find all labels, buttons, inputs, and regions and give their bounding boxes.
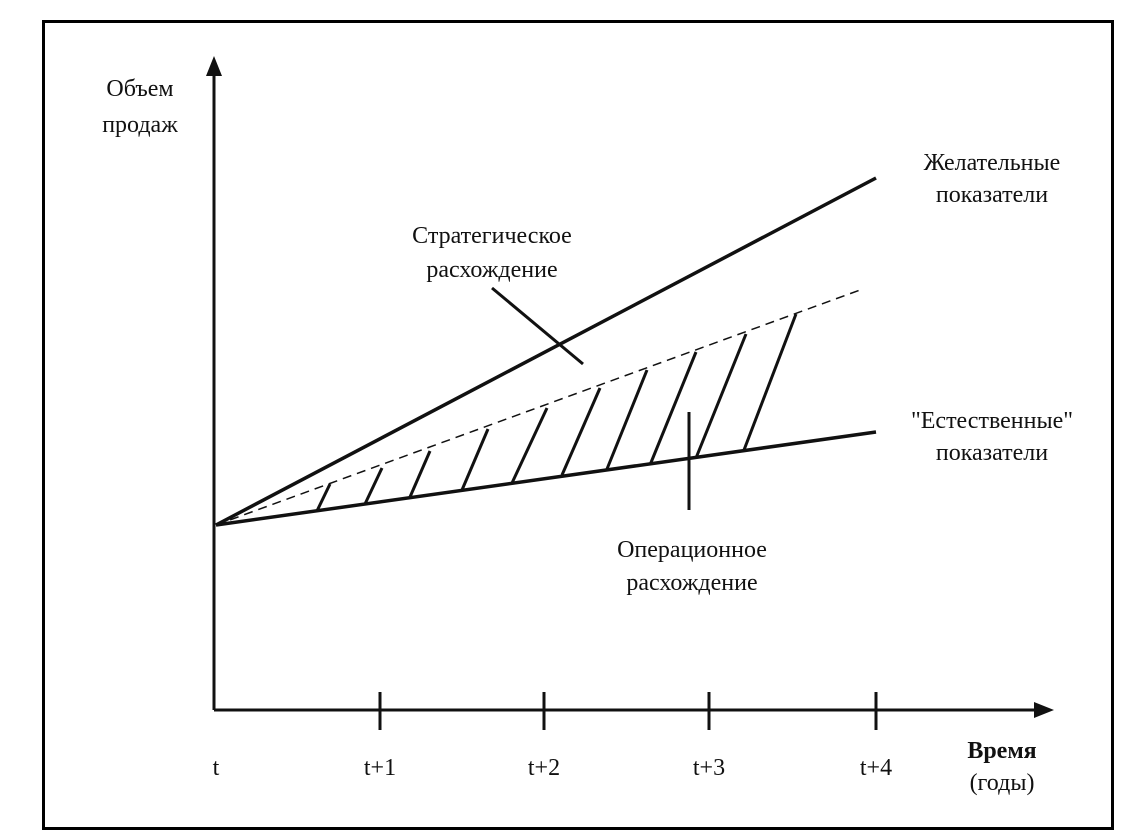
x-axis-unit-label: (годы) <box>969 770 1035 796</box>
operational-gap-hatching <box>316 314 796 513</box>
natural-indicators-label-line1: "Естественные" <box>910 408 1074 434</box>
y-axis-label-line1: Объем <box>106 76 174 102</box>
desired-indicators-label-line1: Желательные <box>923 150 1061 176</box>
y-axis-label-line2: продаж <box>102 112 178 138</box>
tick-label-t1: t+1 <box>363 755 397 781</box>
natural-indicators-line <box>216 432 876 525</box>
tick-label-t: t <box>212 755 220 781</box>
desired-indicators-label-line2: показатели <box>935 182 1049 208</box>
strategic-gap-pointer <box>492 288 583 364</box>
strategic-gap-label-line1: Стратегическое <box>412 223 572 249</box>
tick-label-t2: t+2 <box>527 755 561 781</box>
natural-indicators-label-line2: показатели <box>935 440 1049 466</box>
x-axis-arrow <box>1034 702 1054 718</box>
x-axis <box>214 702 1054 718</box>
hatch-line <box>365 468 382 504</box>
hatch-line <box>607 370 647 469</box>
strategic-gap-label-line2: расхождение <box>426 257 558 283</box>
hatch-line <box>744 314 796 450</box>
hatch-line <box>462 429 488 490</box>
tick-label-t4: t+4 <box>859 755 893 781</box>
hatch-line <box>410 451 430 497</box>
y-axis <box>206 56 222 710</box>
hatch-line <box>512 408 547 483</box>
y-axis-arrow <box>206 56 222 76</box>
operational-gap-label-line1: Операционное <box>617 537 767 563</box>
tick-label-t3: t+3 <box>692 755 726 781</box>
hatch-line <box>696 334 746 458</box>
x-axis-label: Время <box>967 738 1037 764</box>
operational-gap-label-line2: расхождение <box>626 570 758 596</box>
hatch-line <box>562 388 600 475</box>
